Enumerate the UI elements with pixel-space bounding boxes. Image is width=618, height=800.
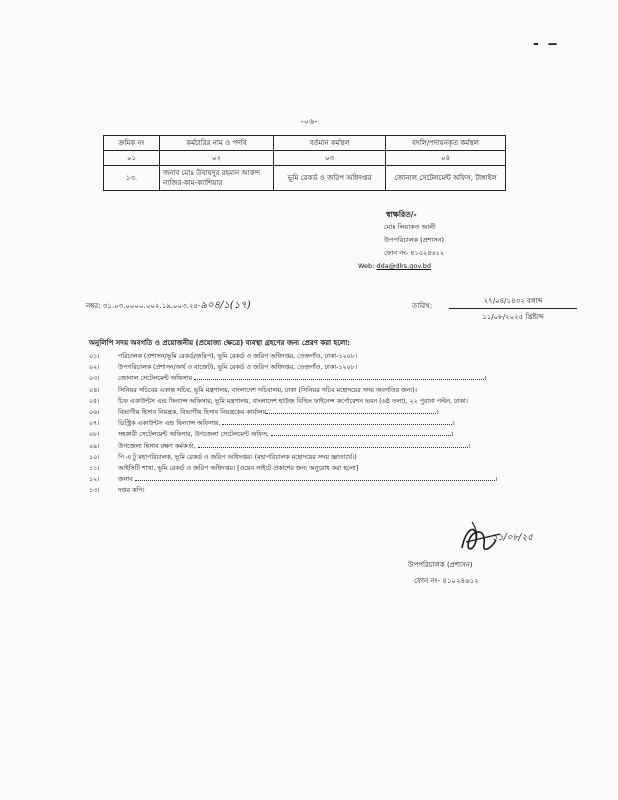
signatory-name: মোঃ লিয়াকত আলী: [384, 223, 436, 231]
signatory-phone: ফোন নং- ৪১০২৪৬১২: [384, 249, 445, 257]
list-item-text: চিফ একাউন্টস এন্ড ফিন্যান্স অফিসার, ভূমি মন্ত্রণালয়, বাংলাদেশ হাউজ বিল্ডিং ফাইনেন্স কর্পোরেশন ভবন (৬ষ্ঠ তলা), ২২ পুরানা পল্টন, ঢাকা।: [118, 397, 468, 405]
list-item: ০৯। উপজেলা হিসাব রক্ষণ কর্মকর্তা, ।: [89, 442, 471, 450]
list-item-text: পরিচালক (প্রশাসন/ভূমি রেকর্ড/জরিপ), ভূমি রেকর্ড ও জরিপ অধিদপ্তর, তেজগাঁও, ঢাকা-১২০৮।: [118, 353, 358, 360]
list-item-text: পি এ টু মহাপরিচালক, ভূমি রেকর্ড ও জরিপ অধিদপ্তর। (মহাপরিচালক মহোদয়ের সদয় জ্ঞাতার্থে।): [118, 453, 357, 461]
memo-handwritten: ৯০৪/১(১৭): [200, 300, 251, 311]
page-number: -০৬-: [300, 117, 318, 126]
list-item-number: ০১।: [89, 353, 100, 360]
corner-mark: - ‒: [533, 36, 560, 52]
memo-number: [86, 298, 251, 315]
bottom-designation: উপপরিচালক (প্রশাসন): [408, 561, 473, 569]
list-item-number: ০৭।: [89, 420, 100, 428]
memo-prefix: নম্বর: ৩১.০৩.০০০০.০০২.১৯.০০৩.২৫-: [86, 302, 201, 310]
blank-fill-line: [266, 413, 436, 414]
header-name: কর্মচারির নাম ও পদবি: [160, 136, 274, 151]
web-email-link[interactable]: dda@dlrs.gov.bd: [376, 262, 432, 270]
list-item-text: উপপরিচালক (প্রশাসন/অর্থ ও বাজেট), ভূমি রেকর্ড ও জরিপ অধিদপ্তর, তেজগাঁও, ঢাকা-১২০৮।: [118, 364, 357, 372]
list-item: [89, 352, 509, 361]
signatory-web: [358, 260, 498, 273]
signatory-designation: উপপরিচালক (প্রশাসন): [384, 236, 445, 244]
date-label: তারিখ:: [412, 302, 433, 310]
date-bangla: ২৭/০৪/১৪৩২ বঙ্গাব্দ: [449, 295, 577, 309]
list-item-number: ১৩।: [89, 487, 100, 495]
list-item: [89, 464, 509, 473]
blank-fill-line: [194, 379, 484, 380]
blank-fill-line: [222, 424, 452, 425]
header-transfer: বদলি/পদায়নকৃত কর্মস্থল: [386, 136, 506, 151]
list-item: ০৭। ডিস্ট্রিক একাউন্টস এন্ড ফিন্যান্স অফিসার, ।: [89, 420, 455, 428]
table-header-row: [104, 136, 506, 151]
cc-heading: অনুলিপি সদয় অবগতি ও প্রয়োজনীয় (প্রযোজ্য ক্ষেত্রে) ব্যবস্থা গ্রহণের জন্য প্রেরণ করা হলো:: [89, 339, 351, 347]
list-item-text: সিনিয়র সচিবের একান্ত সচিব, ভূমি মন্ত্রণালয়, বাংলাদেশ সচিবালয়, ঢাকা (সিনিয়র সচিব মহোদয়ের সদয় অবগতির জন্য)।: [118, 386, 417, 394]
transfer-table: [103, 135, 506, 191]
row-name: জনাব মোঃ উবায়দুর রহমান আকন্দ নাজির-কাম-ক্যাশিয়ার: [160, 166, 274, 191]
index-1: ০১: [104, 151, 160, 166]
list-item: ০৬। বিভাগীয় হিসাব নিয়ন্ত্রক, বিভাগীয় হিসাব নিয়ন্ত্রকের কার্যালয় ।: [89, 408, 439, 416]
blank-fill-line: [271, 435, 451, 436]
list-item: ০৮। সহকারী সেটেলমেন্ট অফিসার, উপজেলা সেটেলমেন্ট অফিস, ।: [89, 431, 454, 439]
date-gregorian: ১১/০৮/২০২৫ খ্রিষ্টাব্দ: [482, 313, 544, 321]
list-item-number: ০৮।: [89, 431, 100, 439]
list-item-number: ০৪।: [89, 386, 100, 394]
table-index-row: [104, 151, 506, 166]
list-item-text: জোনাল সেটেলমেন্ট অফিসার: [118, 375, 194, 383]
header-current: বর্তমান কর্মস্থল: [274, 136, 386, 151]
index-2: ০২: [160, 151, 274, 166]
list-item: ১২। জনাব ।: [89, 476, 498, 484]
list-item: [89, 397, 509, 406]
list-item-text: বিভাগীয় হিসাব নিয়ন্ত্রক, বিভাগীয় হিসাব নিয়ন্ত্রকের কার্যালয়: [118, 408, 267, 416]
list-item-text: আইসিটি শাখা, ভূমি রেকর্ড ও জরিপ অধিদপ্তর। [ওয়েব সাইটে প্রকাশের জন্য অনুরোধ করা হলো]: [118, 464, 359, 472]
list-item-number: ১২।: [89, 476, 100, 484]
list-item: [89, 363, 509, 372]
index-4: ০৪: [386, 151, 506, 166]
list-item-number: ০৯।: [89, 442, 100, 450]
list-item-number: ১১।: [89, 464, 100, 472]
row-current: ভূমি রেকর্ড ও জরিপ অধিদপ্তর: [274, 166, 386, 191]
signature-title: স্বাক্ষরিত/-: [386, 210, 417, 219]
cc-list: [89, 352, 509, 497]
list-item-number: ০২।: [89, 364, 100, 372]
list-item-number: ১০।: [89, 453, 100, 461]
list-item-text: জনাব: [118, 476, 135, 484]
row-serial: ১৩.: [104, 166, 160, 191]
index-3: ০৩: [274, 151, 386, 166]
signature-block: [358, 208, 498, 273]
list-item: [89, 453, 509, 462]
web-label: Web:: [358, 262, 375, 270]
handwritten-date: ১১/০৮/২৫: [492, 533, 534, 543]
blank-fill-line: [135, 480, 495, 481]
bottom-phone: ফোন নং- ৪১০২৪৬১২: [414, 577, 479, 585]
list-item-text: ডিস্ট্রিক একাউন্টস এন্ড ফিন্যান্স অফিসার,: [118, 420, 223, 428]
list-item: [89, 386, 509, 395]
list-item-number: ০৩।: [89, 375, 100, 383]
blank-fill-line: [198, 447, 468, 448]
list-item-text: সহকারী সেটেলমেন্ট অফিসার, উপজেলা সেটেলমেন্ট অফিস,: [118, 431, 271, 439]
list-item-text: উপজেলা হিসাব রক্ষণ কর্মকর্তা,: [118, 442, 198, 450]
table-row: [104, 166, 506, 191]
list-item: [89, 486, 509, 495]
list-item-number: ০৫।: [89, 397, 100, 405]
list-item-number: ০৬।: [89, 408, 100, 416]
row-transfer: জোনাল সেটেলমেন্ট অফিস, টাঙ্গাইল: [386, 166, 506, 191]
list-item-text: দপ্তর কপি।: [118, 487, 145, 495]
header-serial: ক্রমিক নং: [104, 136, 160, 151]
list-item: ০৩। জোনাল সেটেলমেন্ট অফিসার ।: [89, 375, 487, 383]
